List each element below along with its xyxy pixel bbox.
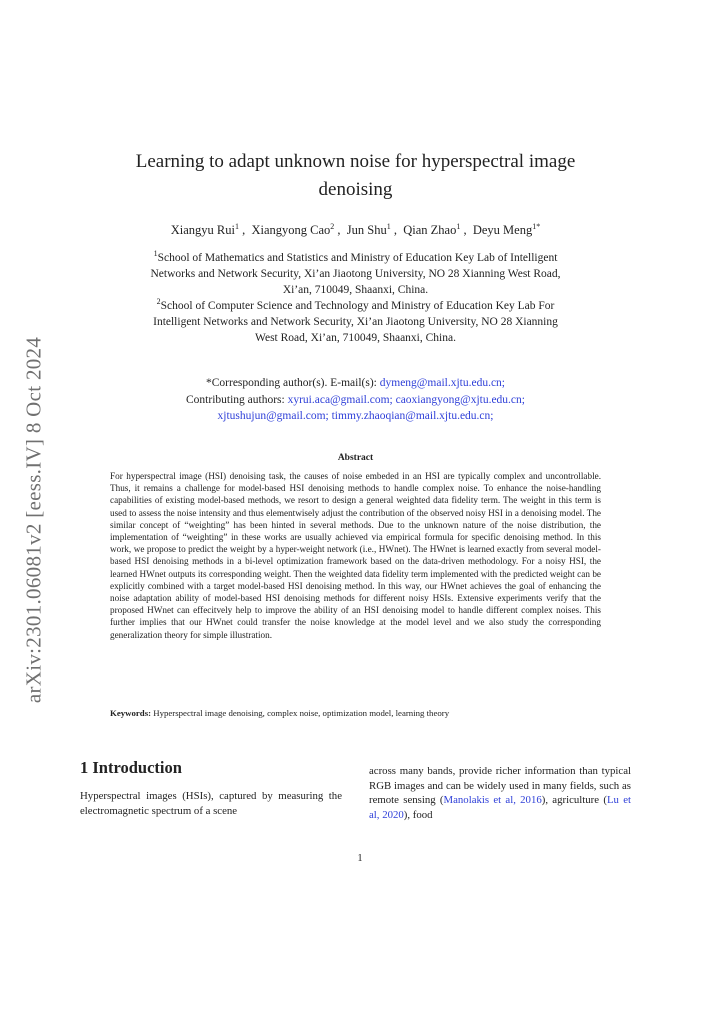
corresponding-label: *Corresponding author(s). E-mail(s): [206,377,377,389]
author: , Jun Shu$^1$ [337,223,390,237]
section-heading-introduction: 1 Introduction [80,758,182,777]
abstract-heading: Abstract [337,453,374,463]
citation-link[interactable]: Manolakis et al, 2016 [443,794,542,806]
affiliations [90,250,621,346]
email-link[interactable]: caoxiangyong@xjtu.edu.cn; [395,393,525,406]
email-link[interactable]: xyrui.aca@gmail.com; [287,393,393,406]
contact-emails [80,375,631,425]
author: , Deyu Meng$^{1*}$ [463,223,540,237]
intro-left-column: Hyperspectral images (HSIs), captured by measuring the electromagnetic spectrum of a scene [80,790,342,817]
keywords-label: Keywords: [110,708,152,718]
author: , Xiangyong Cao$^2$ [242,223,334,237]
arxiv-sidebar [10,320,58,720]
affiliation-1: $^1$School of Mathematics and Statistics and Ministry of Education Key Lab of Intelligent Networks and Network Security, Xi’an Jiaotong University, NO 28 Xianning West Road, Xi’an, 710049, Shaanxi, China. [150,249,561,296]
author-list [80,223,631,238]
author: , Qian Zhao$^1$ [394,223,460,237]
abstract-text: For hyperspectral image (HSI) denoising task, the causes of noise embeded in an HSI are typically complex and uncontrollable. Thus, it remains a challenge for model-based HSI denoising methods to handle complex noise. To enhance the noise-handling capabilities of existing model-based methods, we resort to design a general weighted data fidelity term. The weight in this term is used to assess the noise intensity and thus elementwisely adjust the contribution of the observed noisy HSI in a denoising model. The similar concept of “weighting” has been hinted in several methods. Due to the unknown nature of the noise distribution, the implementation of “weighting” in these works are usually achieved via empirical formula for specific denoising method. In this work, we propose to predict the weight by a hyper-weight network (i.e., HWnet). The HWnet is learned exactly from several model-based HSI denoising methods in a bi-level optimization framework based on the data-driven methodology. For a noisy HSI, the learned HWnet outputs its corresponding weight. Then the weighted data fidelity term implemented with the predicted weight can be explicitly combined with a target model-based HSI denoising method. In this way, our HWnet achieves the goal of enhancing the noise adaptation ability of model-based HSI denoising methods for different noisy HSIs. Extensive experiments verify that the proposed HWnet can effecitvely help to improve the ability of an HSI denoising model to handle different complex noises. This further implies that our HWnet could transfer the noise knowledge at the model level and we also study the corresponding generalization theory for simple illustration. [110,471,601,640]
intro-right-column: across many bands, provide richer information than typical RGB images and can be widely used in many fields, such as remote sensing (Manolakis et al, 2016), agriculture (Lu et al, 2020), food [369,765,631,821]
title-line-1: Learning to adapt unknown noise for hyperspectral image [135,151,576,172]
email-link[interactable]: xjtushujun@gmail.com; [217,410,329,422]
citation-link[interactable]: Lu et al, 2020 [369,794,631,821]
keywords-text: Hyperspectral image denoising, complex noise, optimization model, learning theory [153,708,450,718]
contributing-label: Contributing authors: [186,393,285,406]
corresponding-email-link[interactable]: dymeng@mail.xjtu.edu.cn; [379,377,505,389]
affiliation-2: $^2$School of Computer Science and Technology and Ministry of Education Key Lab For Intelligent Networks and Network Security, Xi’an Jiaotong University, NO 28 Xianning West Road, Xi’an, 710049, Shaanxi, China. [153,297,558,344]
title-line-2: denoising [318,179,393,200]
email-link[interactable]: timmy.zhaoqian@mail.xjtu.edu.cn; [331,410,494,422]
paper-title [80,148,631,204]
page-number: 1 [357,853,363,864]
keywords [110,708,601,718]
author: Xiangyu Rui$^1$ [170,221,239,237]
arxiv-identifier: arXiv:2301.06081v2 [eess.IV] 8 Oct 2024 [21,336,46,704]
